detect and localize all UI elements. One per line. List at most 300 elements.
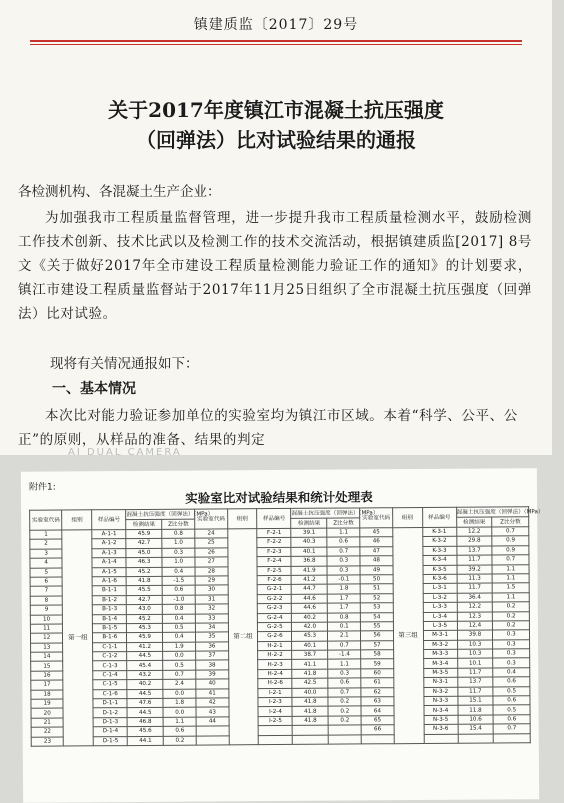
result-cell: 44.7 [292, 585, 328, 595]
lab-code-cell: 54 [361, 612, 393, 622]
z-score-cell [329, 735, 362, 745]
lab-code-cell [361, 734, 393, 744]
lab-code-cell: 65 [361, 716, 393, 726]
lab-code-cell: 61 [361, 678, 393, 688]
result-cell [293, 725, 329, 735]
z-score-cell: 0.6 [328, 678, 361, 688]
z-score-cell: 0.6 [493, 677, 530, 687]
sample-no-cell: H-2-6 [258, 679, 292, 689]
red-separator-line-thin [30, 44, 522, 45]
sample-no-cell: F-2-4 [257, 557, 291, 567]
z-score-cell: 0.7 [492, 555, 529, 565]
header-group: 组别 [62, 510, 92, 530]
result-cell: 45.6 [127, 727, 163, 737]
header-strength: 混凝土抗压强度（回弹法）（MPa） [126, 509, 195, 519]
header-strength: 混凝土抗压强度（回弹法）（MPa） [456, 507, 529, 518]
lab-code-cell: 29 [195, 576, 227, 586]
lab-code-cell: 60 [361, 669, 393, 679]
result-cell: 40.2 [292, 613, 328, 623]
document-title-line2: （回弹法）比对试验结果的通报 [136, 128, 416, 152]
z-score-cell: 0.3 [327, 566, 360, 576]
z-score-cell: 0.4 [163, 632, 196, 642]
result-cell: 39.2 [457, 565, 493, 575]
header-lab-code: 实验室代码 [30, 510, 63, 530]
z-score-cell: 0.2 [493, 611, 530, 621]
attachment-sheet [21, 468, 544, 803]
lab-code-cell: 21 [31, 718, 63, 728]
sample-no-cell: N-3-6 [424, 724, 458, 734]
z-score-cell: 1.1 [328, 659, 361, 669]
lab-code-cell: 6 [30, 577, 62, 587]
result-cell: 45.2 [126, 567, 162, 577]
result-cell: 11.8 [458, 705, 494, 715]
result-cell: 41.8 [126, 576, 162, 586]
z-score-cell: 0.7 [328, 688, 361, 698]
z-score-cell: 0.5 [163, 661, 196, 671]
z-score-cell: 1.0 [162, 557, 195, 567]
sample-no-cell: C-1-1 [93, 642, 127, 652]
z-score-cell: 0.8 [162, 604, 195, 614]
result-cell: 10.3 [457, 640, 493, 650]
lab-code-cell: 56 [361, 631, 393, 641]
z-score-cell: 1.1 [327, 528, 360, 538]
result-cell: 40.3 [291, 538, 327, 548]
sample-no-cell: N-3-3 [424, 696, 458, 706]
sample-no-cell: G-2-3 [258, 604, 292, 614]
lab-code-cell: 23 [31, 737, 63, 747]
z-score-cell: 1.1 [492, 564, 529, 574]
sample-no-cell: G-2-5 [258, 622, 292, 632]
result-cell: 45.4 [127, 661, 163, 671]
sample-no-cell: D-1-3 [93, 717, 127, 727]
lab-code-cell: 66 [361, 725, 393, 735]
header-sample-no: 样品编号 [422, 507, 456, 527]
result-cell: 15.1 [457, 696, 493, 706]
document-title-line1: 关于2017年度镇江市混凝土抗压强度 [108, 98, 444, 122]
sample-no-cell: B-1-6 [93, 633, 127, 643]
z-score-cell: 0.2 [493, 602, 530, 612]
lab-code-cell: 47 [360, 546, 392, 556]
sample-no-cell: L-3-2 [423, 593, 457, 603]
sample-no-cell: K-3-1 [422, 527, 456, 537]
sample-no-cell: K-3-5 [423, 565, 457, 575]
sample-no-cell: D-1-5 [94, 736, 128, 746]
z-score-cell: 0.3 [328, 669, 361, 679]
result-cell: 36.8 [291, 556, 327, 566]
document-number: 镇建质监〔2017〕29号 [193, 17, 359, 33]
result-cell: 47.6 [127, 698, 163, 708]
lab-code-cell [196, 726, 228, 736]
result-cell: 10.6 [458, 715, 494, 725]
z-score-cell: 0.5 [163, 623, 196, 633]
sample-no-cell: B-1-1 [93, 586, 127, 596]
lab-code-cell: 31 [195, 595, 227, 605]
paragraph-basic-info: 本次比对能力验证参加单位的实验室均为镇江市区域。本着“科学、公平、公正”的原则，从样品的准备、结果的判定 [18, 408, 518, 448]
z-score-cell: 0.7 [163, 670, 196, 680]
result-cell: 40.1 [291, 547, 327, 557]
lab-code-cell: 28 [195, 566, 227, 576]
sample-no-cell: A-1-5 [92, 567, 126, 577]
attachment-label: 附件1: [28, 482, 56, 493]
result-cell: 12.4 [457, 621, 493, 631]
sample-no-cell: H-2-1 [258, 641, 292, 651]
result-cell: 46.3 [126, 557, 162, 567]
header-group: 组别 [392, 508, 422, 528]
result-cell: 45.5 [126, 586, 162, 596]
sample-no-cell: C-1-3 [93, 661, 127, 671]
sample-no-cell: D-1-4 [93, 727, 127, 737]
lab-code-cell: 36 [196, 642, 228, 652]
sample-no-cell: M-3-5 [423, 668, 457, 678]
lab-code-cell: 45 [360, 528, 392, 538]
sample-no-cell: C-1-6 [93, 689, 127, 699]
lab-code-cell: 53 [361, 603, 393, 613]
sample-no-cell: M-3-1 [423, 631, 457, 641]
z-score-cell: 0.6 [494, 715, 531, 725]
z-score-cell: -1.5 [162, 576, 195, 586]
sample-no-cell: L-3-4 [423, 612, 457, 622]
lab-code-cell: 12 [30, 633, 62, 643]
z-score-cell: 0.9 [492, 546, 529, 556]
lab-code-cell: 15 [31, 661, 63, 671]
result-cell: 44.5 [127, 708, 163, 718]
result-cell: 10.3 [457, 649, 493, 659]
z-score-cell: 1.7 [328, 603, 361, 613]
z-score-cell: 0.4 [163, 614, 196, 624]
lab-code-cell: 18 [31, 690, 63, 700]
result-cell: 13.7 [457, 677, 493, 687]
lab-code-cell: 27 [195, 557, 227, 567]
sample-no-cell: M-3-3 [423, 649, 457, 659]
header-sample-no: 样品编号 [92, 510, 126, 530]
lab-code-cell: 30 [195, 585, 227, 595]
z-score-cell: 0.2 [328, 716, 361, 726]
z-score-cell: 0.0 [163, 651, 196, 661]
lab-code-cell: 22 [31, 727, 63, 737]
z-score-cell: 0.7 [494, 724, 531, 734]
result-cell: 39.8 [457, 630, 493, 640]
sample-no-cell: F-2-6 [258, 575, 292, 585]
header-lab-code: 实验室代码 [195, 509, 228, 529]
lab-code-cell: 4 [30, 558, 62, 568]
lab-code-cell: 49 [360, 565, 392, 575]
z-score-cell [494, 733, 531, 743]
result-cell: 41.2 [291, 575, 327, 585]
sample-no-cell: B-1-5 [93, 623, 127, 633]
salutation: 各检测机构、各混凝土生产企业： [18, 184, 221, 200]
results-table [29, 506, 544, 746]
result-cell: 29.8 [456, 536, 492, 546]
z-score-cell: 0.3 [162, 548, 195, 558]
sample-no-cell [259, 735, 293, 745]
sample-no-cell: A-1-3 [92, 548, 126, 558]
sample-no-cell: B-1-2 [93, 595, 127, 605]
z-score-cell: 0.5 [493, 705, 530, 715]
z-score-cell: 0.3 [327, 556, 360, 566]
z-score-cell: 0.4 [162, 567, 195, 577]
result-cell: 45.3 [127, 623, 163, 633]
z-score-cell: -1.4 [328, 650, 361, 660]
lab-code-cell [196, 735, 228, 745]
header-lab-code: 实验室代码 [360, 508, 393, 528]
result-cell: 40.0 [292, 688, 328, 698]
z-score-cell: 0.5 [493, 686, 530, 696]
z-score-cell: 0.2 [328, 706, 361, 716]
lab-code-cell: 14 [31, 652, 63, 662]
lab-code-cell: 42 [196, 698, 228, 708]
result-cell: 44.1 [127, 736, 163, 746]
lab-code-cell: 57 [361, 640, 393, 650]
sample-no-cell: A-1-2 [92, 539, 126, 549]
lab-code-cell: 51 [360, 584, 392, 594]
header-result: 检测结果 [456, 517, 492, 527]
z-score-cell: 0.4 [493, 668, 530, 678]
sample-no-cell: I-2-1 [258, 688, 292, 698]
table-title: 实验室比对试验结果和统计处理表 [185, 489, 373, 506]
lab-code-cell: 10 [30, 615, 62, 625]
result-cell: 11.3 [457, 574, 493, 584]
sample-no-cell: G-2-6 [258, 632, 292, 642]
result-cell: 11.7 [457, 687, 493, 697]
z-score-cell: 0.3 [493, 658, 530, 668]
result-cell: 12.2 [456, 527, 492, 537]
z-score-cell: -1.0 [162, 595, 195, 605]
header-result: 检测结果 [126, 519, 162, 529]
result-cell: 10.1 [457, 658, 493, 668]
lab-code-cell: 62 [361, 687, 393, 697]
result-cell: 15.4 [458, 724, 494, 734]
sample-no-cell: D-1-2 [93, 708, 127, 718]
lab-code-cell: 64 [361, 706, 393, 716]
sample-no-cell: I-2-3 [258, 697, 292, 707]
sample-no-cell: K-3-2 [422, 537, 456, 547]
sample-no-cell [424, 734, 458, 744]
result-cell: 44.6 [292, 603, 328, 613]
lab-code-cell: 39 [196, 670, 228, 680]
z-score-cell: 0.2 [328, 697, 361, 707]
sample-no-cell: I-2-5 [259, 716, 293, 726]
lab-code-cell: 20 [31, 708, 63, 718]
lab-code-cell: 17 [31, 680, 63, 690]
lab-code-cell: 46 [360, 537, 392, 547]
sample-no-cell: N-3-4 [424, 706, 458, 716]
result-cell: 45.9 [127, 633, 163, 643]
lab-code-cell: 58 [361, 650, 393, 660]
header-strength: 混凝土抗压强度（回弹法）（MPa） [291, 508, 360, 518]
result-cell: 42.0 [292, 622, 328, 632]
sample-no-cell: G-2-2 [258, 594, 292, 604]
z-score-cell: 2.4 [163, 679, 196, 689]
header-result: 检测结果 [291, 518, 327, 528]
z-score-cell: -0.1 [327, 575, 360, 585]
sample-no-cell: F-2-1 [257, 528, 291, 538]
result-cell: 41.8 [292, 707, 328, 717]
lab-code-cell: 9 [30, 605, 62, 615]
header-sample-no: 样品编号 [257, 508, 291, 528]
result-cell: 44.6 [292, 594, 328, 604]
lab-code-cell: 16 [31, 671, 63, 681]
result-cell: 41.8 [292, 669, 328, 679]
z-score-cell: 2.1 [328, 631, 361, 641]
z-score-cell: 0.3 [493, 630, 530, 640]
z-score-cell: 0.7 [328, 641, 361, 651]
lab-code-cell: 8 [30, 596, 62, 606]
paragraph-intro: 为加强我市工程质量监督管理，进一步提升我市工程质量检测水平，鼓励检测工作技术创新、技术比武以及检测工作的技术交流活动，根据镇建质监[2017] 8号文《关于做好2017年全市建设工程质量检测能力验证工作的通知》的计划要求，镇江市建设工程质量监督站于2017年11月25日组织了全市混凝土抗压强度（回弹法）比对试验。 [18, 210, 532, 322]
result-cell: 39.1 [291, 528, 327, 538]
result-cell: 41.8 [292, 716, 328, 726]
sample-no-cell: L-3-3 [423, 602, 457, 612]
group-label: 第一组 [62, 530, 93, 746]
lab-code-cell: 25 [195, 538, 227, 548]
lab-code-cell: 37 [196, 651, 228, 661]
z-score-cell: 1.1 [493, 574, 530, 584]
result-cell: 11.7 [456, 555, 492, 565]
lab-code-cell: 7 [30, 586, 62, 596]
z-score-cell: 1.1 [163, 717, 196, 727]
z-score-cell: 0.7 [492, 527, 529, 537]
result-cell: 43.2 [127, 670, 163, 680]
result-cell: 41.9 [291, 566, 327, 576]
lab-code-cell: 2 [30, 539, 62, 549]
z-score-cell: 0.8 [328, 612, 361, 622]
z-score-cell: 1.8 [163, 698, 196, 708]
result-cell: 45.2 [127, 614, 163, 624]
red-separator-line [30, 40, 522, 42]
sample-no-cell: H-2-3 [258, 660, 292, 670]
result-cell: 45.0 [126, 548, 162, 558]
sample-no-cell: A-1-6 [92, 577, 126, 587]
lab-code-cell: 59 [361, 659, 393, 669]
paragraph-notice: 现将有关情况通报如下： [50, 356, 199, 372]
result-cell: 42.7 [126, 595, 162, 605]
result-cell: 12.2 [457, 602, 493, 612]
sample-no-cell: N-3-2 [423, 687, 457, 697]
result-cell: 11.7 [457, 668, 493, 678]
z-score-cell: 0.1 [328, 622, 361, 632]
z-score-cell: 1.9 [163, 642, 196, 652]
z-score-cell: 0.2 [493, 621, 530, 631]
sample-no-cell: D-1-1 [93, 699, 127, 709]
lab-code-cell: 35 [196, 632, 228, 642]
header-z-score: Z比分数 [162, 519, 195, 529]
result-cell: 40.1 [292, 641, 328, 651]
sample-no-cell: G-2-4 [258, 613, 292, 623]
result-cell [458, 734, 494, 744]
group-label: 第三组 [392, 528, 423, 744]
sample-no-cell: A-1-1 [92, 530, 126, 540]
lab-code-cell: 44 [196, 717, 228, 727]
z-score-cell: 0.7 [327, 547, 360, 557]
result-cell: 36.4 [457, 593, 493, 603]
lab-code-cell: 19 [31, 699, 63, 709]
result-cell [293, 735, 329, 745]
result-cell: 11.7 [457, 583, 493, 593]
sample-no-cell: H-2-2 [258, 650, 292, 660]
z-score-cell: 0.0 [163, 689, 196, 699]
z-score-cell: 0.3 [493, 649, 530, 659]
sample-no-cell: G-2-1 [258, 585, 292, 595]
z-score-cell: 0.2 [163, 736, 196, 746]
lab-code-cell: 32 [195, 604, 227, 614]
z-score-cell: 0.6 [162, 585, 195, 595]
result-cell: 13.7 [456, 546, 492, 556]
sample-no-cell: A-1-4 [92, 558, 126, 568]
z-score-cell: 0.3 [493, 639, 530, 649]
result-cell: 12.3 [457, 612, 493, 622]
sample-no-cell: C-1-2 [93, 652, 127, 662]
z-score-cell: 1.8 [327, 584, 360, 594]
header-z-score: Z比分数 [327, 518, 360, 528]
header-z-score: Z比分数 [492, 517, 529, 527]
z-score-cell [328, 725, 361, 735]
sample-no-cell: C-1-4 [93, 670, 127, 680]
z-score-cell: 0.6 [493, 696, 530, 706]
sample-no-cell: B-1-4 [93, 614, 127, 624]
z-score-cell: 0.0 [163, 708, 196, 718]
result-cell: 41.1 [292, 660, 328, 670]
result-cell: 40.2 [127, 680, 163, 690]
result-cell: 42.7 [126, 539, 162, 549]
sample-no-cell: F-2-3 [257, 547, 291, 557]
lab-code-cell: 40 [196, 679, 228, 689]
lab-code-cell: 3 [30, 549, 62, 559]
lab-code-cell: 38 [196, 660, 228, 670]
sample-no-cell: B-1-3 [93, 605, 127, 615]
z-score-cell: 1.7 [328, 594, 361, 604]
sample-no-cell [259, 726, 293, 736]
sample-no-cell: C-1-5 [93, 680, 127, 690]
result-cell: 46.8 [127, 717, 163, 727]
result-cell: 42.5 [292, 678, 328, 688]
result-cell: 38.7 [292, 650, 328, 660]
results-table-body [30, 527, 530, 746]
result-cell: 41.2 [127, 642, 163, 652]
group-label: 第二组 [227, 529, 258, 745]
sample-no-cell: L-3-5 [423, 621, 457, 631]
sample-no-cell: F-2-5 [258, 566, 292, 576]
lab-code-cell: 33 [195, 613, 227, 623]
lab-code-cell: 52 [360, 593, 392, 603]
lab-code-cell: 13 [31, 643, 63, 653]
lab-code-cell: 24 [195, 529, 227, 539]
z-score-cell: 1.1 [493, 592, 530, 602]
sample-no-cell: M-3-2 [423, 640, 457, 650]
sample-no-cell: K-3-3 [422, 546, 456, 556]
sample-no-cell: F-2-2 [257, 538, 291, 548]
z-score-cell: 0.8 [162, 529, 195, 539]
lab-code-cell: 48 [360, 556, 392, 566]
sample-no-cell: M-3-4 [423, 659, 457, 669]
lab-code-cell: 34 [196, 623, 228, 633]
sample-no-cell: K-3-6 [423, 574, 457, 584]
lab-code-cell: 1 [30, 530, 62, 540]
result-cell: 43.0 [127, 604, 163, 614]
result-cell: 44.5 [127, 651, 163, 661]
sample-no-cell: I-2-4 [258, 707, 292, 717]
lab-code-cell: 63 [361, 697, 393, 707]
camera-watermark: AI DUAL CAMERA [68, 447, 182, 458]
result-cell: 45.3 [292, 631, 328, 641]
sample-no-cell: L-3-1 [423, 584, 457, 594]
lab-code-cell: 43 [196, 707, 228, 717]
z-score-cell: 1.0 [162, 538, 195, 548]
lab-code-cell: 55 [361, 622, 393, 632]
lab-code-cell: 41 [196, 689, 228, 699]
lab-code-cell: 5 [30, 568, 62, 578]
z-score-cell: 0.6 [163, 726, 196, 736]
lab-code-cell: 11 [30, 624, 62, 634]
section-heading: 一、基本情况 [52, 381, 136, 397]
